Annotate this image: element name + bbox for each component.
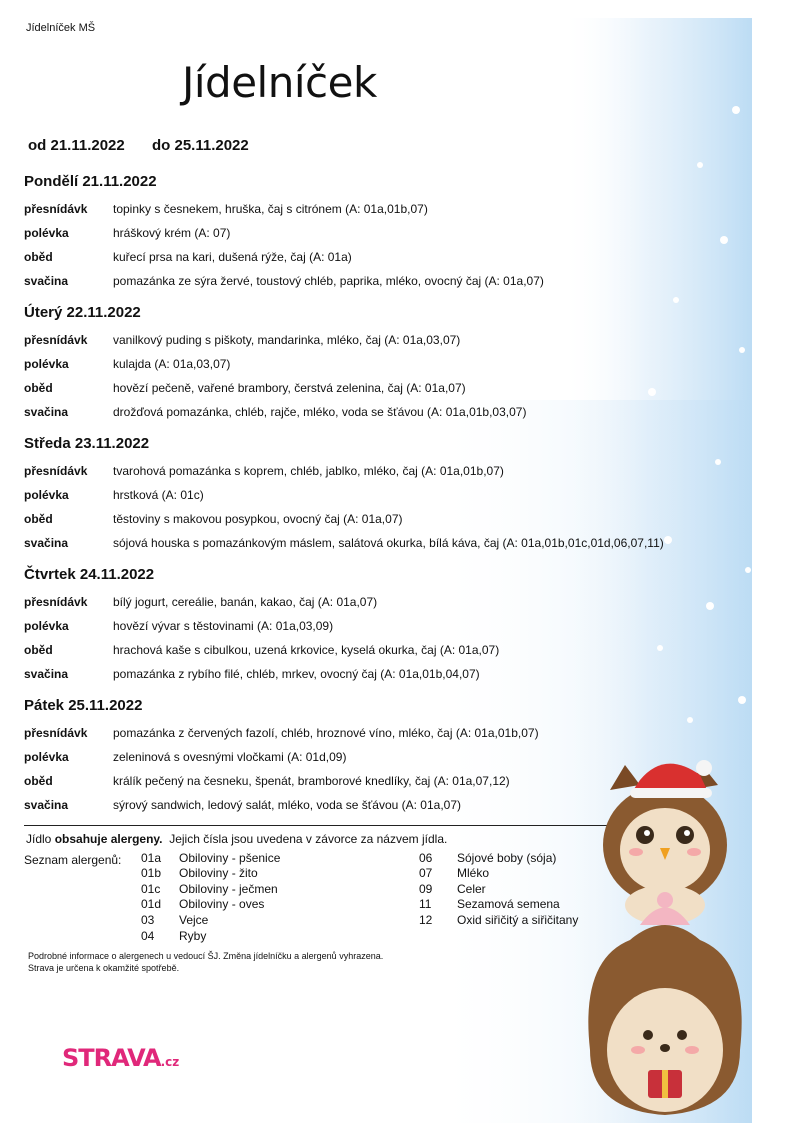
- meal-label: přesnídávk: [24, 464, 88, 478]
- date-from: od 21.11.2022: [28, 137, 125, 154]
- allergen-note: [26, 832, 447, 846]
- allergen-name: Celer: [457, 882, 486, 896]
- allergen-code: 06: [419, 851, 433, 865]
- strava-logo: [62, 1044, 179, 1072]
- allergen-code: 01b: [141, 866, 162, 880]
- allergen-note-rest: Jejich čísla jsou uvedena v závorce za názvem jídla.: [169, 832, 448, 846]
- day-heading: Úterý 22.11.2022: [24, 304, 141, 321]
- meal-dish: sójová houska s pomazánkovým máslem, salátová okurka, bílá káva, čaj (A: 01a,01b,01c,01d,06,07,11): [113, 536, 664, 550]
- allergen-code: 07: [419, 866, 433, 880]
- allergen-name: Vejce: [179, 913, 209, 927]
- day-heading: Středa 23.11.2022: [24, 435, 150, 452]
- day-heading: Pátek 25.11.2022: [24, 697, 143, 714]
- meal-dish: králík pečený na česneku, špenát, bramborové knedlíky, čaj (A: 01a,07,12): [113, 774, 510, 788]
- allergen-code: 11: [419, 897, 432, 911]
- meal-label: svačina: [24, 536, 69, 550]
- logo-main: STRAVA: [62, 1044, 161, 1072]
- meal-label: polévka: [24, 619, 69, 633]
- meal-dish: kulajda (A: 01a,03,07): [113, 357, 231, 371]
- meal-dish: hovězí pečeně, vařené brambory, čerstvá zelenina, čaj (A: 01a,07): [113, 381, 466, 395]
- meal-dish: hovězí vývar s těstovinami (A: 01a,03,09): [113, 619, 334, 633]
- allergen-name: Ryby: [179, 929, 207, 943]
- allergen-name: Obiloviny - žito: [179, 866, 258, 880]
- allergen-code: 01d: [141, 897, 162, 911]
- allergen-code: 04: [141, 929, 155, 943]
- meal-label: oběd: [24, 381, 53, 395]
- meal-dish: kuřecí prsa na kari, dušená rýže, čaj (A: 01a): [113, 250, 352, 264]
- meal-dish: hrachová kaše s cibulkou, uzená krkovice, kyselá okurka, čaj (A: 01a,07): [113, 643, 500, 657]
- meal-dish: sýrový sandwich, ledový salát, mléko, voda se šťávou (A: 01a,07): [113, 798, 461, 812]
- meal-dish: zeleninová s ovesnými vločkami (A: 01d,09): [113, 750, 347, 764]
- meal-label: svačina: [24, 667, 69, 681]
- meal-dish: hrstková (A: 01c): [113, 488, 204, 502]
- allergen-name: Sezamová semena: [457, 897, 560, 911]
- allergen-code: 03: [141, 913, 155, 927]
- footer-note: Strava je určena k okamžité spotřebě.: [28, 963, 180, 973]
- allergen-name: Obiloviny - oves: [179, 897, 265, 911]
- meal-label: oběd: [24, 250, 53, 264]
- allergen-name: Sójové boby (sója): [457, 851, 557, 865]
- meal-dish: pomazánka z červených fazolí, chléb, hroznové víno, mléko, čaj (A: 01a,01b,07): [113, 726, 539, 740]
- meal-dish: vanilkový puding s piškoty, mandarinka, mléko, čaj (A: 01a,03,07): [113, 333, 461, 347]
- meal-dish: pomazánka z rybího filé, chléb, mrkev, ovocný čaj (A: 01a,01b,04,07): [113, 667, 480, 681]
- allergen-list-label: Seznam alergenů:: [24, 853, 122, 867]
- meal-dish: topinky s česnekem, hruška, čaj s citrónem (A: 01a,01b,07): [113, 202, 428, 216]
- allergen-name: Obiloviny - ječmen: [179, 882, 278, 896]
- allergen-code: 12: [419, 913, 433, 927]
- meal-dish: tvarohová pomazánka s koprem, chléb, jablko, mléko, čaj (A: 01a,01b,07): [113, 464, 504, 478]
- allergen-name: Oxid siřičitý a siřičitany: [457, 913, 579, 927]
- allergen-code: 09: [419, 882, 433, 896]
- meal-label: přesnídávk: [24, 595, 88, 609]
- allergen-code: 01a: [141, 851, 162, 865]
- meal-dish: těstoviny s makovou posypkou, ovocný čaj (A: 01a,07): [113, 512, 403, 526]
- meal-dish: pomazánka ze sýra žervé, toustový chléb, paprika, mléko, ovocný čaj (A: 01a,07): [113, 274, 544, 288]
- allergen-note-bold: obsahuje alergeny.: [54, 832, 163, 846]
- meal-dish: drožďová pomazánka, chléb, rajče, mléko, voda se šťávou (A: 01a,01b,03,07): [113, 405, 527, 419]
- footer-note: Podrobné informace o alergenech u vedoucí ŠJ. Změna jídelníčku a alergenů vyhrazena.: [28, 951, 384, 961]
- meal-dish: bílý jogurt, cereálie, banán, kakao, čaj (A: 01a,07): [113, 595, 378, 609]
- date-to: do 25.11.2022: [152, 137, 249, 154]
- meal-label: oběd: [24, 643, 53, 657]
- allergen-note-prefix: Jídlo: [26, 832, 52, 846]
- meal-label: polévka: [24, 750, 69, 764]
- meal-label: přesnídávk: [24, 202, 88, 216]
- meal-label: oběd: [24, 512, 53, 526]
- logo-suffix: .cz: [160, 1055, 180, 1069]
- meal-label: polévka: [24, 488, 69, 502]
- meal-label: přesnídávk: [24, 726, 88, 740]
- school-name: Jídelníček MŠ: [26, 22, 96, 34]
- meal-label: svačina: [24, 274, 69, 288]
- day-heading: Pondělí 21.11.2022: [24, 173, 157, 190]
- allergen-code: 01c: [141, 882, 161, 896]
- page-title: Jídelníček: [182, 58, 377, 107]
- divider: [24, 825, 638, 826]
- meal-label: svačina: [24, 405, 69, 419]
- meal-label: polévka: [24, 226, 69, 240]
- owl-hedgehog-illustration: [570, 750, 760, 1120]
- day-heading: Čtvrtek 24.11.2022: [24, 566, 155, 583]
- meal-label: přesnídávk: [24, 333, 88, 347]
- hedgehog-icon: [588, 892, 741, 1115]
- meal-dish: hráškový krém (A: 07): [113, 226, 231, 240]
- meal-label: oběd: [24, 774, 53, 788]
- allergen-name: Obiloviny - pšenice: [179, 851, 281, 865]
- meal-label: svačina: [24, 798, 69, 812]
- allergen-name: Mléko: [457, 866, 490, 880]
- meal-label: polévka: [24, 357, 69, 371]
